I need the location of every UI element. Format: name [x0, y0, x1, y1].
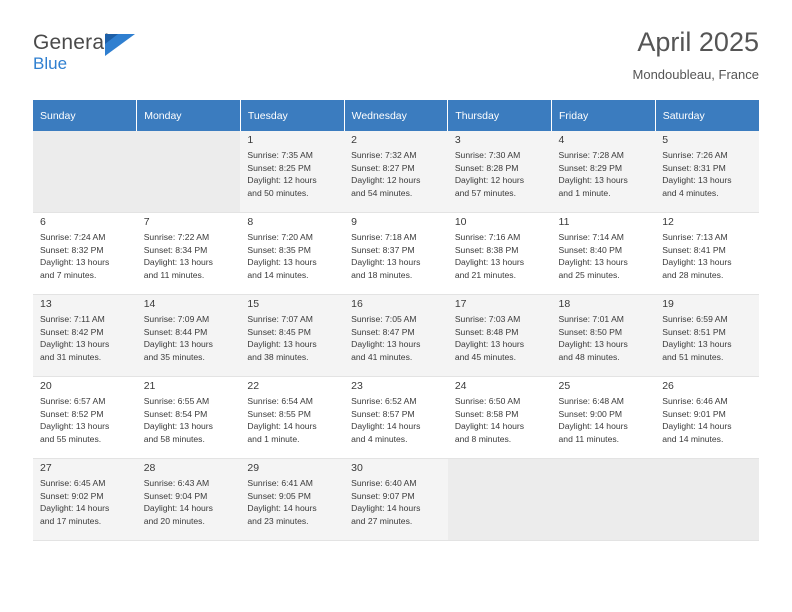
daylight-text-line2: and 28 minutes.	[662, 269, 724, 280]
sunset-text: Sunset: 8:40 PM	[558, 244, 623, 255]
calendar-cell-empty	[137, 131, 241, 213]
calendar-cell-empty	[552, 459, 656, 541]
daylight-text-line1: Daylight: 13 hours	[558, 257, 628, 268]
daylight-text-line1: Daylight: 14 hours	[662, 421, 732, 432]
daylight-text-line1: Daylight: 14 hours	[351, 503, 421, 514]
calendar-day-cell[interactable]	[137, 459, 241, 541]
weekday-header-monday: Monday	[137, 100, 241, 131]
daylight-text-line1: Daylight: 13 hours	[351, 257, 421, 268]
day-number: 24	[454, 380, 467, 392]
sunset-text: Sunset: 8:55 PM	[247, 408, 311, 419]
daylight-text-line2: and 27 minutes.	[351, 515, 413, 526]
calendar-day-cell[interactable]	[33, 459, 137, 541]
daylight-text-line2: and 1 minute.	[558, 187, 611, 198]
calendar-day-cell[interactable]	[344, 213, 448, 295]
daylight-text-line1: Daylight: 12 hours	[247, 175, 317, 186]
calendar-day-cell[interactable]	[552, 295, 656, 377]
page-title: April 2025	[637, 27, 759, 57]
daylight-text-line1: Daylight: 13 hours	[662, 257, 732, 268]
sunrise-text: Sunrise: 6:41 AM	[247, 478, 313, 488]
day-number: 11	[558, 216, 570, 228]
calendar-week-row	[33, 459, 759, 541]
day-number: 19	[662, 298, 674, 310]
daylight-text-line2: and 45 minutes.	[454, 351, 516, 362]
calendar-day-cell[interactable]	[448, 295, 552, 377]
sunset-text: Sunset: 8:57 PM	[351, 408, 415, 419]
day-number: 8	[247, 216, 254, 228]
sunset-text: Sunset: 8:45 PM	[247, 326, 311, 337]
calendar-day-cell[interactable]	[33, 377, 137, 459]
calendar-table	[33, 100, 759, 541]
daylight-text-line1: Daylight: 14 hours	[351, 421, 421, 432]
calendar-cell-empty	[655, 459, 759, 541]
sunrise-text: Sunrise: 7:11 AM	[40, 314, 105, 324]
sunset-text: Sunset: 9:01 PM	[662, 408, 726, 419]
sunrise-text: Sunrise: 7:20 AM	[247, 232, 313, 242]
daylight-text-line1: Daylight: 13 hours	[662, 175, 732, 186]
daylight-text-line2: and 14 minutes.	[662, 433, 724, 444]
daylight-text-line1: Daylight: 13 hours	[247, 257, 317, 268]
logo[interactable]	[33, 24, 163, 73]
calendar-day-cell[interactable]	[344, 459, 448, 541]
daylight-text-line1: Daylight: 14 hours	[247, 503, 317, 514]
sunset-text: Sunset: 8:38 PM	[454, 244, 519, 255]
sunset-text: Sunset: 8:48 PM	[454, 326, 519, 337]
daylight-text-line2: and 20 minutes.	[143, 515, 205, 526]
sunrise-text: Sunrise: 7:26 AM	[662, 150, 728, 160]
calendar-day-cell[interactable]	[655, 377, 759, 459]
daylight-text-line1: Daylight: 14 hours	[143, 503, 213, 514]
daylight-text-line2: and 55 minutes.	[40, 433, 102, 444]
day-number: 22	[247, 380, 260, 392]
day-number: 3	[454, 134, 461, 146]
calendar-day-cell[interactable]	[448, 213, 552, 295]
daylight-text-line1: Daylight: 13 hours	[143, 257, 213, 268]
sunrise-text: Sunrise: 6:50 AM	[454, 396, 521, 406]
daylight-text-line2: and 57 minutes.	[454, 187, 516, 198]
sunrise-text: Sunrise: 6:59 AM	[662, 314, 728, 324]
day-number: 29	[247, 462, 260, 474]
sunrise-text: Sunrise: 6:55 AM	[143, 396, 210, 406]
calendar-day-cell[interactable]	[655, 295, 759, 377]
sunrise-text: Sunrise: 6:40 AM	[351, 478, 417, 488]
calendar-day-cell[interactable]	[240, 377, 344, 459]
calendar-day-cell[interactable]	[240, 131, 344, 213]
day-number: 15	[247, 298, 260, 310]
daylight-text-line2: and 48 minutes.	[558, 351, 620, 362]
weekday-header-friday: Friday	[552, 100, 656, 131]
daylight-text-line2: and 41 minutes.	[351, 351, 413, 362]
daylight-text-line1: Daylight: 13 hours	[558, 339, 628, 350]
daylight-text-line2: and 11 minutes.	[558, 433, 620, 444]
sunset-text: Sunset: 8:51 PM	[662, 326, 726, 337]
daylight-text-line2: and 8 minutes.	[454, 433, 512, 444]
sunset-text: Sunset: 9:05 PM	[247, 490, 311, 501]
sunrise-text: Sunrise: 6:46 AM	[662, 396, 728, 406]
sunrise-text: Sunrise: 7:07 AM	[247, 314, 313, 324]
sunset-text: Sunset: 8:50 PM	[558, 326, 623, 337]
calendar-body	[33, 131, 759, 541]
day-number: 13	[40, 298, 52, 310]
day-number: 23	[351, 380, 363, 392]
calendar-cell-empty	[33, 131, 137, 213]
title-block	[633, 24, 759, 82]
daylight-text-line2: and 14 minutes.	[247, 269, 309, 280]
sunrise-text: Sunrise: 7:28 AM	[558, 150, 624, 160]
day-number: 28	[143, 462, 156, 474]
weekday-header-saturday: Saturday	[655, 100, 759, 131]
day-number: 7	[143, 216, 150, 228]
daylight-text-line1: Daylight: 14 hours	[40, 503, 110, 514]
calendar-day-cell[interactable]	[137, 377, 241, 459]
daylight-text-line2: and 18 minutes.	[351, 269, 413, 280]
day-number: 4	[558, 134, 565, 146]
sunrise-text: Sunrise: 7:09 AM	[143, 314, 210, 324]
calendar-day-cell[interactable]	[552, 377, 656, 459]
daylight-text-line1: Daylight: 13 hours	[40, 339, 110, 350]
sunset-text: Sunset: 8:42 PM	[40, 326, 104, 337]
day-number: 14	[143, 298, 156, 310]
calendar-week-row	[33, 131, 759, 213]
sunset-text: Sunset: 8:28 PM	[454, 162, 519, 173]
calendar-day-cell[interactable]	[655, 131, 759, 213]
sunset-text: Sunset: 8:44 PM	[143, 326, 208, 337]
day-number: 25	[558, 380, 571, 392]
daylight-text-line1: Daylight: 13 hours	[351, 339, 421, 350]
sunrise-text: Sunrise: 7:03 AM	[454, 314, 521, 324]
calendar-day-cell[interactable]	[344, 377, 448, 459]
day-number: 21	[143, 380, 156, 392]
daylight-text-line2: and 11 minutes.	[143, 269, 205, 280]
day-number: 18	[558, 298, 571, 310]
calendar-day-cell[interactable]	[448, 377, 552, 459]
day-number: 16	[351, 298, 363, 310]
calendar-week-row	[33, 295, 759, 377]
sunrise-text: Sunrise: 6:48 AM	[558, 396, 624, 406]
sunrise-text: Sunrise: 6:52 AM	[351, 396, 417, 406]
sunset-text: Sunset: 8:25 PM	[247, 162, 311, 173]
sunset-text: Sunset: 8:35 PM	[247, 244, 311, 255]
weekday-header-wednesday: Wednesday	[344, 100, 448, 131]
calendar-day-cell[interactable]	[33, 213, 137, 295]
sunset-text: Sunset: 8:47 PM	[351, 326, 415, 337]
sunrise-text: Sunrise: 7:30 AM	[454, 150, 521, 160]
weekday-header-row	[33, 100, 759, 131]
daylight-text-line2: and 4 minutes.	[351, 433, 408, 444]
daylight-text-line2: and 51 minutes.	[662, 351, 724, 362]
daylight-text-line2: and 54 minutes.	[351, 187, 413, 198]
calendar-cell-empty	[448, 459, 552, 541]
daylight-text-line2: and 35 minutes.	[143, 351, 205, 362]
calendar-day-cell[interactable]	[33, 295, 137, 377]
daylight-text-line2: and 17 minutes.	[40, 515, 102, 526]
day-number: 20	[40, 380, 52, 392]
daylight-text-line1: Daylight: 14 hours	[454, 421, 525, 432]
calendar-day-cell[interactable]	[655, 213, 759, 295]
sunrise-text: Sunrise: 7:16 AM	[454, 232, 521, 242]
daylight-text-line1: Daylight: 13 hours	[454, 257, 525, 268]
calendar-day-cell[interactable]	[240, 213, 344, 295]
logo-text-blue: Blue	[33, 54, 68, 73]
sunset-text: Sunset: 9:04 PM	[143, 490, 208, 501]
sunset-text: Sunset: 8:41 PM	[662, 244, 726, 255]
daylight-text-line2: and 23 minutes.	[247, 515, 309, 526]
day-number: 27	[40, 462, 52, 474]
sunset-text: Sunset: 9:02 PM	[40, 490, 104, 501]
day-number: 2	[351, 134, 357, 146]
daylight-text-line1: Daylight: 14 hours	[558, 421, 628, 432]
daylight-text-line2: and 7 minutes.	[40, 269, 97, 280]
blue-flag-fold-icon	[105, 34, 118, 44]
day-number: 10	[454, 216, 467, 228]
daylight-text-line1: Daylight: 13 hours	[40, 257, 110, 268]
calendar-day-cell[interactable]	[240, 295, 344, 377]
daylight-text-line2: and 4 minutes.	[662, 187, 719, 198]
day-number: 17	[454, 298, 467, 310]
daylight-text-line2: and 1 minute.	[247, 433, 300, 444]
day-number: 30	[351, 462, 363, 474]
weekday-header-thursday: Thursday	[448, 100, 552, 131]
sunrise-text: Sunrise: 7:14 AM	[558, 232, 624, 242]
daylight-text-line1: Daylight: 13 hours	[143, 339, 213, 350]
sunset-text: Sunset: 8:58 PM	[454, 408, 519, 419]
calendar-week-row	[33, 377, 759, 459]
daylight-text-line1: Daylight: 12 hours	[351, 175, 421, 186]
sunrise-text: Sunrise: 7:05 AM	[351, 314, 417, 324]
logo-text-general: General	[33, 31, 110, 54]
calendar-day-cell[interactable]	[552, 213, 656, 295]
calendar-day-cell[interactable]	[344, 131, 448, 213]
day-number: 6	[40, 216, 46, 228]
sunrise-text: Sunrise: 7:22 AM	[143, 232, 210, 242]
day-number: 9	[351, 216, 357, 228]
page-header	[33, 24, 759, 90]
calendar-day-cell[interactable]	[448, 131, 552, 213]
daylight-text-line1: Daylight: 12 hours	[454, 175, 525, 186]
daylight-text-line2: and 58 minutes.	[143, 433, 205, 444]
sunset-text: Sunset: 8:34 PM	[143, 244, 208, 255]
daylight-text-line2: and 21 minutes.	[454, 269, 516, 280]
sunset-text: Sunset: 8:31 PM	[662, 162, 726, 173]
weekday-header-sunday: Sunday	[33, 100, 137, 131]
sunset-text: Sunset: 8:54 PM	[143, 408, 208, 419]
sunset-text: Sunset: 9:07 PM	[351, 490, 415, 501]
sunrise-text: Sunrise: 6:43 AM	[143, 478, 210, 488]
daylight-text-line1: Daylight: 13 hours	[662, 339, 732, 350]
daylight-text-line2: and 31 minutes.	[40, 351, 102, 362]
sunrise-text: Sunrise: 6:57 AM	[40, 396, 106, 406]
day-number: 5	[662, 134, 669, 146]
sunrise-text: Sunrise: 7:13 AM	[662, 232, 728, 242]
daylight-text-line2: and 50 minutes.	[247, 187, 309, 198]
sunset-text: Sunset: 8:29 PM	[558, 162, 623, 173]
sunrise-text: Sunrise: 7:32 AM	[351, 150, 417, 160]
sunset-text: Sunset: 8:37 PM	[351, 244, 415, 255]
sunrise-text: Sunrise: 7:18 AM	[351, 232, 417, 242]
sunrise-text: Sunrise: 7:24 AM	[40, 232, 106, 242]
day-number: 12	[662, 216, 674, 228]
day-number: 1	[247, 134, 254, 146]
daylight-text-line1: Daylight: 13 hours	[558, 175, 628, 186]
sunrise-text: Sunrise: 7:35 AM	[247, 150, 313, 160]
daylight-text-line2: and 25 minutes.	[558, 269, 620, 280]
sunrise-text: Sunrise: 6:45 AM	[40, 478, 106, 488]
calendar-day-cell[interactable]	[240, 459, 344, 541]
daylight-text-line1: Daylight: 14 hours	[247, 421, 317, 432]
calendar-day-cell[interactable]	[137, 295, 241, 377]
daylight-text-line1: Daylight: 13 hours	[40, 421, 110, 432]
sunrise-text: Sunrise: 7:01 AM	[558, 314, 624, 324]
calendar-week-row	[33, 213, 759, 295]
daylight-text-line1: Daylight: 13 hours	[247, 339, 317, 350]
daylight-text-line1: Daylight: 13 hours	[454, 339, 525, 350]
sunrise-text: Sunrise: 6:54 AM	[247, 396, 313, 406]
sunset-text: Sunset: 8:27 PM	[351, 162, 415, 173]
calendar-day-cell[interactable]	[552, 131, 656, 213]
sunset-text: Sunset: 8:32 PM	[40, 244, 104, 255]
page-subtitle: Mondoubleau, France	[632, 67, 759, 82]
calendar-day-cell[interactable]	[137, 213, 241, 295]
weekday-header-tuesday: Tuesday	[240, 100, 344, 131]
day-number: 26	[662, 380, 674, 392]
calendar-day-cell[interactable]	[344, 295, 448, 377]
sunset-text: Sunset: 8:52 PM	[40, 408, 104, 419]
daylight-text-line2: and 38 minutes.	[247, 351, 309, 362]
daylight-text-line1: Daylight: 13 hours	[143, 421, 213, 432]
sunset-text: Sunset: 9:00 PM	[558, 408, 623, 419]
